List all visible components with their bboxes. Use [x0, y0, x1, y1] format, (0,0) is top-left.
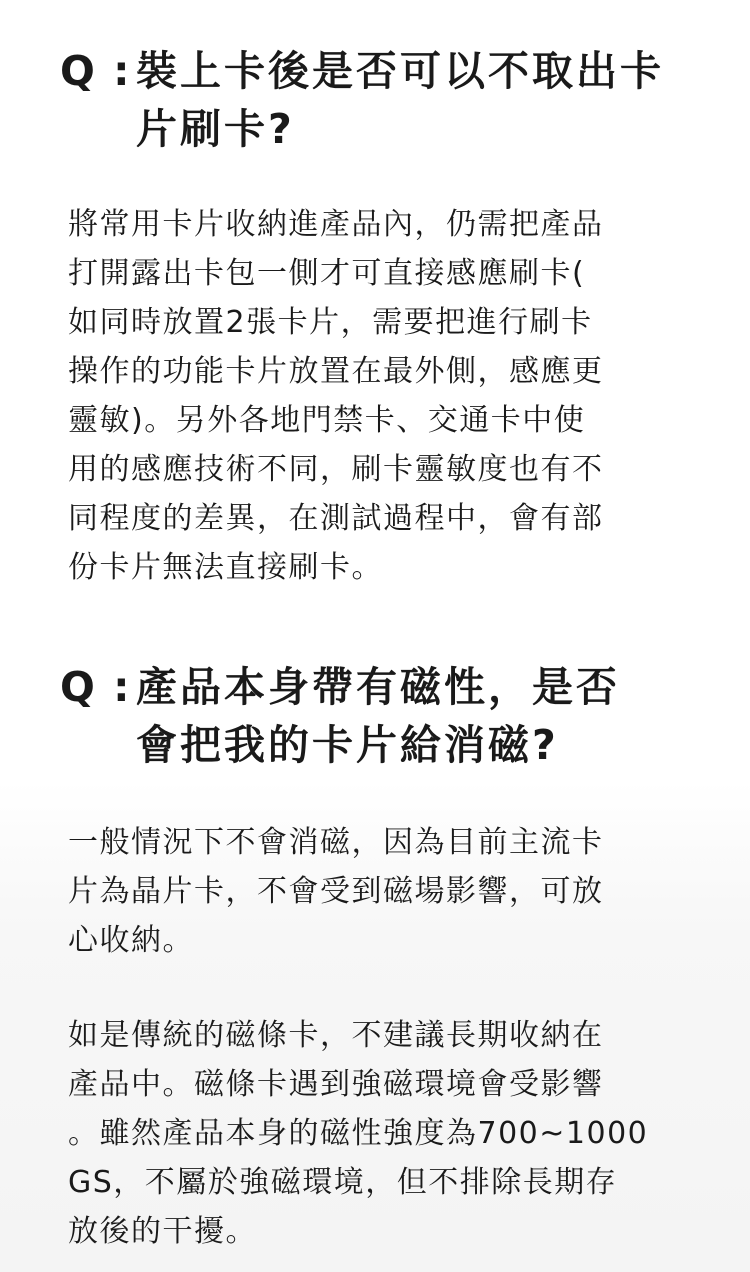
answer-line: 心收納。 — [68, 923, 194, 958]
faq-item-1 — [0, 42, 750, 592]
question-line: 產品本身帶有磁性，是否 — [136, 663, 620, 711]
question-label: Q : — [60, 47, 132, 95]
question-line: 裝上卡後是否可以不取出卡 — [136, 47, 664, 95]
answer-line: 操作的功能卡片放置在最外側，感應更 — [68, 354, 604, 389]
answer-line: 用的感應技術不同，刷卡靈敏度也有不 — [68, 452, 604, 487]
answer-line: 如是傳統的磁條卡，不建議長期收納在 — [68, 1018, 604, 1053]
answer-line: GS，不屬於強磁環境，但不排除長期存 — [68, 1165, 618, 1200]
answer-line: 產品中。磁條卡遇到強磁環境會受影響 — [68, 1067, 604, 1102]
question-line: 會把我的卡片給消磁? — [136, 721, 559, 769]
answer-line: 如同時放置2張卡片，需要把進行刷卡 — [68, 305, 593, 340]
question-text — [136, 42, 726, 158]
answer-line: 。雖然產品本身的磁性強度為700~1000 — [68, 1116, 649, 1151]
question-block — [0, 42, 750, 158]
answer-block — [68, 818, 688, 1256]
question-label: Q : — [60, 663, 132, 711]
answer-line: 將常用卡片收納進產品內，仍需把產品 — [68, 207, 604, 242]
question-text — [136, 658, 726, 774]
answer-line: 同程度的差異，在測試過程中，會有部 — [68, 501, 604, 536]
question-line: 片刷卡? — [136, 105, 295, 153]
faq-item-2 — [0, 658, 750, 1256]
answer-line: 份卡片無法直接刷卡。 — [68, 550, 383, 585]
answer-line: 靈敏)。另外各地門禁卡、交通卡中使 — [68, 403, 586, 438]
answer-line: 一般情況下不會消磁，因為目前主流卡 — [68, 825, 604, 860]
paragraph-spacer — [68, 965, 688, 1011]
answer-line: 放後的干擾。 — [68, 1214, 257, 1249]
answer-block — [68, 200, 688, 592]
answer-line: 片為晶片卡，不會受到磁場影響，可放 — [68, 874, 604, 909]
answer-line: 打開露出卡包一側才可直接感應刷卡( — [68, 256, 586, 291]
question-block — [0, 658, 750, 774]
